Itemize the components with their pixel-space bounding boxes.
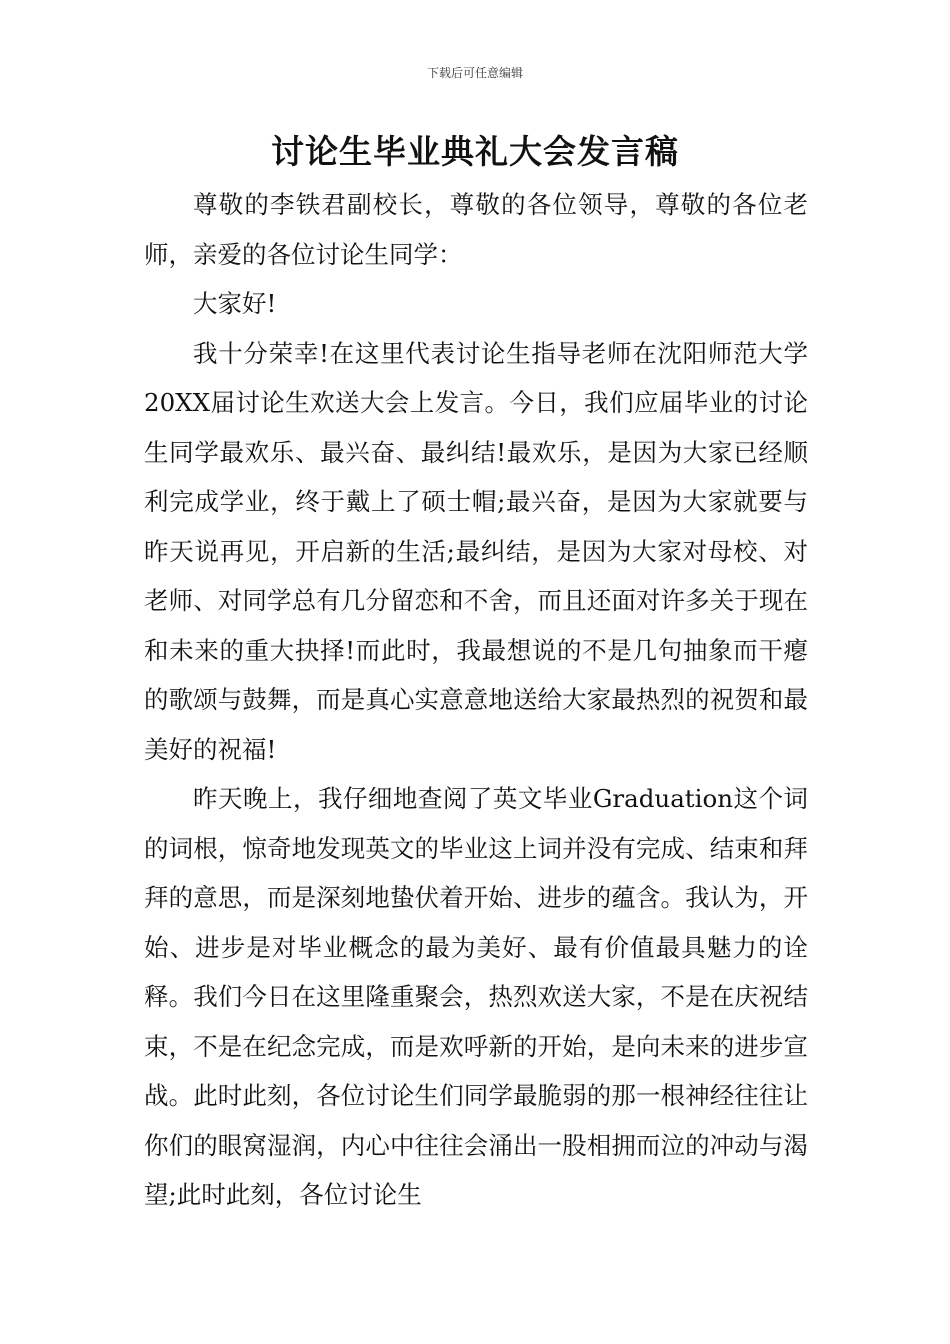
document-title: 讨论生毕业典礼大会发言稿 — [271, 132, 679, 171]
paragraph-salutation: 尊敬的李铁君副校长，尊敬的各位领导，尊敬的各位老师，亲爱的各位讨论生同学： — [144, 190, 808, 269]
paragraph-intro: 我十分荣幸!在这里代表讨论生指导老师在沈阳师范大学20XX届讨论生欢送大会上发言。今日，我们应届毕业的讨论生同学最欢乐、最兴奋、最纠结!最欢乐，是因为大家已经顺利完成学业，终于戴上了硕士帽;最兴奋，是因为大家就要与昨天说再见，开启新的生活;最纠结，是因为大家对母校、对老师、对同学总有几分留恋和不舍，而且还面对许多关于现在和未来的重大抉择!而此时，我最想说的不是几句抽象而干瘪的歌颂与鼓舞，而是真心实意意地送给大家最热烈的祝贺和最美好的祝福! — [144, 338, 808, 764]
paragraph-graduation-meaning: 昨天晚上，我仔细地查阅了英文毕业Graduation这个词的词根，惊奇地发现英文的毕业这上词并没有完成、结束和拜拜的意思，而是深刻地蛰伏着开始、进步的蕴含。我认为，开始、进步是对毕业概念的最为美好、最有价值最具魅力的诠释。我们今日在这里隆重聚会，热烈欢送大家，不是在庆祝结束，不是在纪念完成，而是欢呼新的开始，是向未来的进步宣战。此时此刻，各位讨论生们同学最脆弱的那一根神经往往让你们的眼窝湿润，内心中往往会涌出一股相拥而泣的冲动与渴望;此时此刻，各位讨论生 — [144, 784, 808, 1209]
document-body — [144, 180, 808, 1220]
header-note: 下载后可任意编辑 — [426, 66, 523, 80]
paragraph-greeting: 大家好! — [193, 289, 277, 318]
